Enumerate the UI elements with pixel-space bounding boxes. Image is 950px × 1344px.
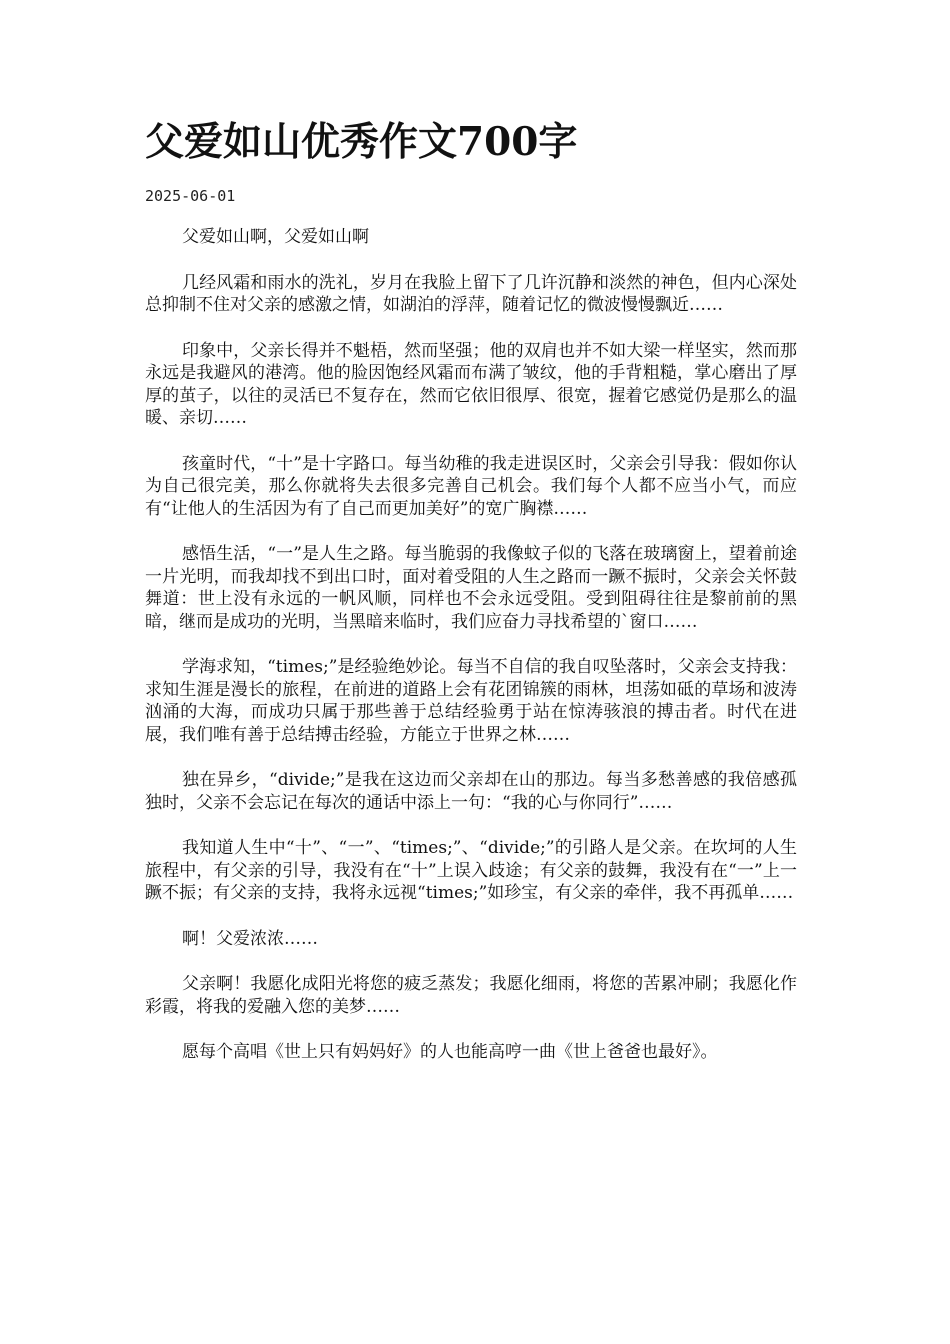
paragraph-4: 孩童时代，“十”是十字路口。每当幼稚的我走进误区时，父亲会引导我：假如你认为自己很完美，那么你就将失去很多完善自己机会。我们每个人都不应当小气，而应有“让他人的生活因为有了自己而更加美好”的宽广胸襟……: [145, 453, 797, 519]
paragraph-10: 父亲啊！我愿化成阳光将您的疲乏蒸发；我愿化细雨，将您的苦累冲刷；我愿化作彩霞，将我的爱融入您的美梦……: [145, 974, 797, 1017]
paragraph-5: 感悟生活，“一”是人生之路。每当脆弱的我像蚊子似的飞落在玻璃窗上，望着前途一片光明，而我却找不到出口时，面对着受阻的人生之路而一蹶不振时，父亲会关怀鼓舞道：世上没有永远的一帆风顺，同样也不会永远受阻。受到阻碍往往是黎前前的黑暗，继而是成功的光明，当黑暗来临时，我们应奋力寻找希望的`窗口……: [145, 544, 797, 632]
paragraph-11: 愿每个高唱《世上只有妈妈好》的人也能高哼一曲《世上爸爸也最好》。: [182, 1042, 718, 1062]
paragraph-9: 啊！父爱浓浓……: [182, 928, 318, 949]
document-page: [145, 110, 825, 1087]
paragraph-7: 独在异乡，“divide;”是我在这边而父亲却在山的那边。每当多愁善感的我倍感孤独时，父亲不会忘记在每次的通话中添上一句：“我的心与你同行”……: [145, 770, 797, 813]
paragraph-1: 父爱如山啊，父爱如山啊: [182, 227, 369, 247]
paragraph-3: 印象中，父亲长得并不魁梧，然而坚强；他的双肩也并不如大梁一样坚实，然而那永远是我避风的港湾。他的脸因饱经风霜而布满了皱纹，他的手背粗糙，掌心磨出了厚厚的茧子，以往的灵活已不复存在，然而它依旧很厚、很宽，握着它感觉仍是那么的温暖、亲切……: [145, 340, 797, 428]
paragraph-2: 几经风霜和雨水的洗礼，岁月在我脸上留下了几许沉静和淡然的神色，但内心深处总抑制不住对父亲的感激之情，如湖泊的浮萍，随着记忆的微波慢慢飘近……: [145, 272, 797, 315]
paragraph-6: 学海求知，“times;”是经验绝妙论。每当不自信的我自叹坠落时，父亲会支持我：求知生涯是漫长的旅程，在前进的道路上会有花团锦簇的雨林，坦荡如砥的草场和波涛汹涌的大海，而成功只属于那些善于总结经验勇于站在惊涛骇浪的搏击者。时代在进展，我们唯有善于总结搏击经验，方能立于世界之林……: [145, 657, 797, 745]
paragraph-8: 我知道人生中“十”、“一”、“times;”、“divide;”的引路人是父亲。在坎坷的人生旅程中，有父亲的引导，我没有在“十”上误入歧途；有父亲的鼓舞，我没有在“一”上一蹶不振；有父亲的支持，我将永远视“times;”如珍宝，有父亲的牵伴，我不再孤单……: [145, 838, 797, 903]
document-title: 父爱如山优秀作文700字: [145, 119, 578, 165]
article-body: [145, 226, 825, 1064]
publish-date: 2025-06-01: [145, 187, 236, 205]
